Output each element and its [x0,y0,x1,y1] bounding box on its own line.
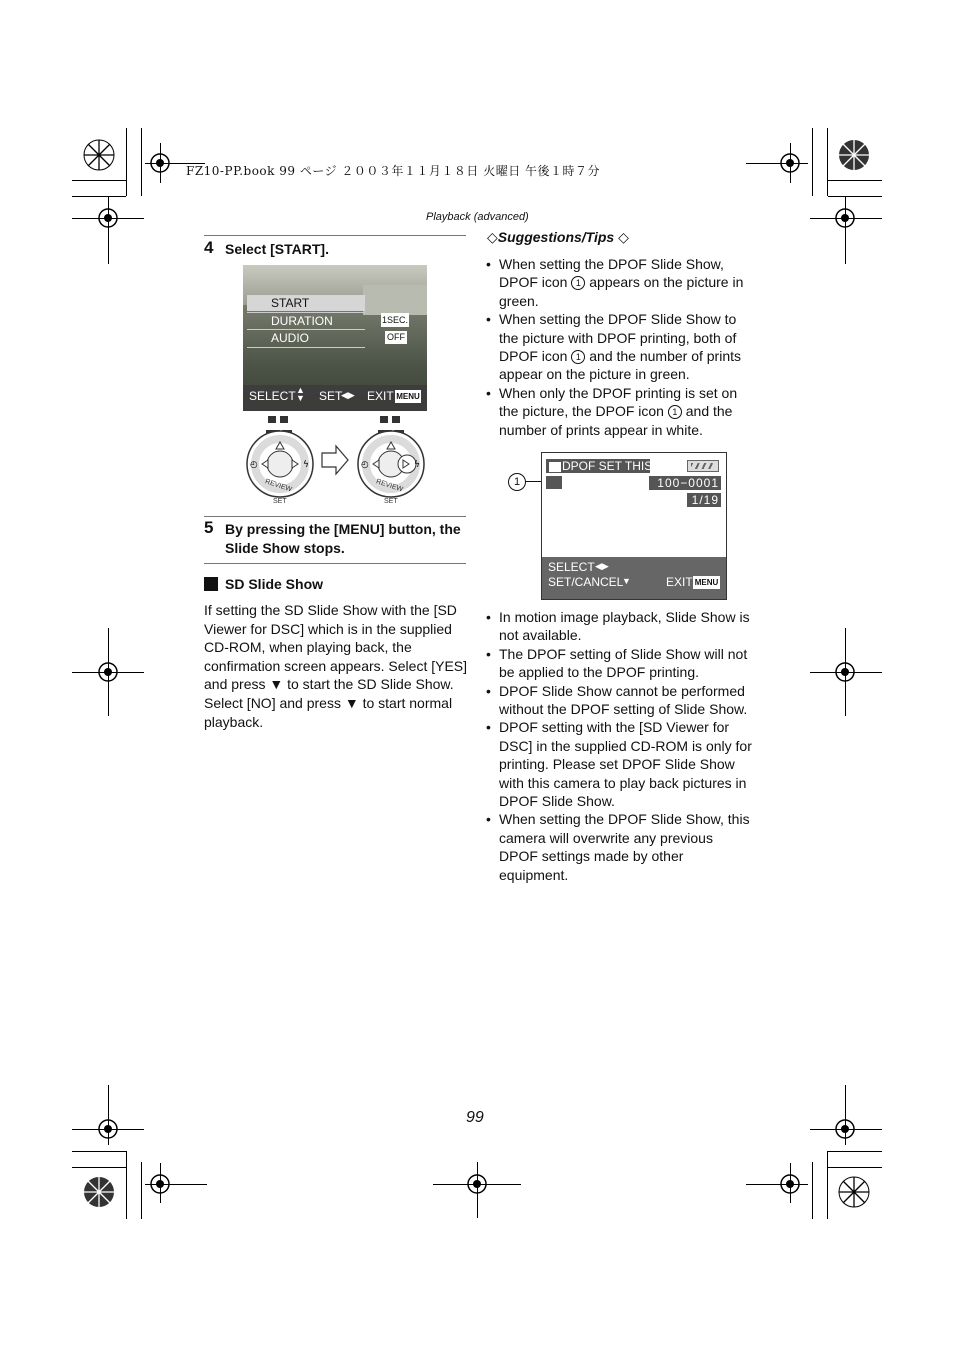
diamond-icon: ◇ [487,229,498,245]
dpof-select-label: SELECT [548,560,595,574]
list-item: • When setting the DPOF Slide Show, this camera will overwrite any previous DPOF settings made by other equipment. [486,810,752,884]
svg-text:◴: ◴ [250,460,258,470]
section-label: Playback (advanced) [426,211,529,223]
dpof-set-screen [541,452,727,600]
dpof-set-cancel-label: SET/CANCEL [548,575,624,589]
dial-left [247,416,313,505]
list-item: • When only the DPOF printing is set on the picture, the DPOF icon 1 and the number of prints appear in white. [486,384,752,439]
file-number: 100−0001 [649,476,721,490]
audio-value: OFF [387,332,405,342]
down-arrow-icon: ▼ [622,576,631,586]
step-number: 5 [204,518,214,537]
menu-duration: DURATION [271,314,333,328]
battery-icon [687,460,719,472]
duration-value: 1SEC. [381,315,408,325]
square-bullet-icon [204,577,218,591]
dpof-exit-label: EXIT [666,575,693,589]
cursor-dial-illustration [240,413,432,509]
tips-heading: ◇Suggestions/Tips ◇ [487,229,629,245]
dial-review-label: REVIEW [264,478,293,494]
list-item: • DPOF setting with the [SD Viewer for DSC] in the supplied CD-ROM is only for printing. Please set DPOF Slide Show with this camera to play back pictures in DPOF Slide Show. [486,718,752,810]
list-item: • The DPOF setting of Slide Show will not be applied to the DPOF printing. [486,645,752,682]
dial-review-label: REVIEW [375,478,404,494]
dial-set-label: SET [273,498,287,505]
menu-button-icon: MENU [694,578,719,587]
circle-number-icon: 1 [668,405,682,419]
slide-show-menu-screen [243,265,427,411]
callout-number: 1 [508,473,526,491]
divider [204,516,466,517]
circle-number-icon: 1 [571,276,585,290]
menu-start: START [271,296,310,310]
left-right-arrow-icon: ◀▶ [595,561,609,571]
menu-button-icon: MENU [396,392,420,401]
file-info-header: FZ10-PP.book 99 ページ ２００３年１１月１８日 火曜日 午後１時７分 [186,164,601,178]
dial-right [358,416,424,505]
sd-slide-show-body: If setting the SD Slide Show with the [SD Viewer for DSC] which is in the supplied CD-ROM, when playing back, the confirmation screen appears. Select [YES] and press ▼ to start the SD Slide Show. Select [NO] and press ▼ to start normal playback. [204,602,468,730]
arrow-right-icon [322,446,348,474]
menu-select-label: SELECT [249,389,296,403]
up-down-arrow-icon: ▲ ▼ [296,385,305,403]
list-item: • When setting the DPOF Slide Show, DPOF icon 1 appears on the picture in green. [486,255,752,310]
tips-list-bottom [486,608,752,884]
picture-counter: 1/19 [687,493,721,507]
list-item: • In motion image playback, Slide Show is not available. [486,608,752,645]
step-title: Select [START]. [225,241,329,257]
svg-text:◴: ◴ [361,460,369,470]
menu-set-label: SET [319,389,343,403]
page-number: 99 [466,1109,484,1126]
menu-exit-label: EXIT [367,389,394,403]
diamond-icon: ◇ [618,229,629,245]
menu-audio: AUDIO [271,331,310,345]
dpof-status-icon [546,476,562,489]
circle-number-icon: 1 [571,350,585,364]
list-item: • When setting the DPOF Slide Show to the picture with DPOF printing, both of DPOF icon 1 and the number of prints appear on the picture in green. [486,310,752,384]
sd-slide-show-heading: SD Slide Show [225,576,324,592]
step-title: By pressing the [MENU] button, the Slide Show stops. [225,521,461,556]
svg-text:ϟ: ϟ [303,460,309,470]
svg-text:ϟ: ϟ [414,460,420,470]
dial-set-label: SET [384,498,398,505]
tips-list-top [486,255,752,439]
divider [204,563,466,564]
dpof-title: DPOF SET THIS [562,459,653,473]
step-number: 4 [204,238,214,257]
left-right-arrow-icon: ◀▶ [341,390,355,400]
list-item: • DPOF Slide Show cannot be performed without the DPOF setting of Slide Show. [486,682,752,719]
divider [204,235,466,236]
dpof-icon [548,461,562,473]
